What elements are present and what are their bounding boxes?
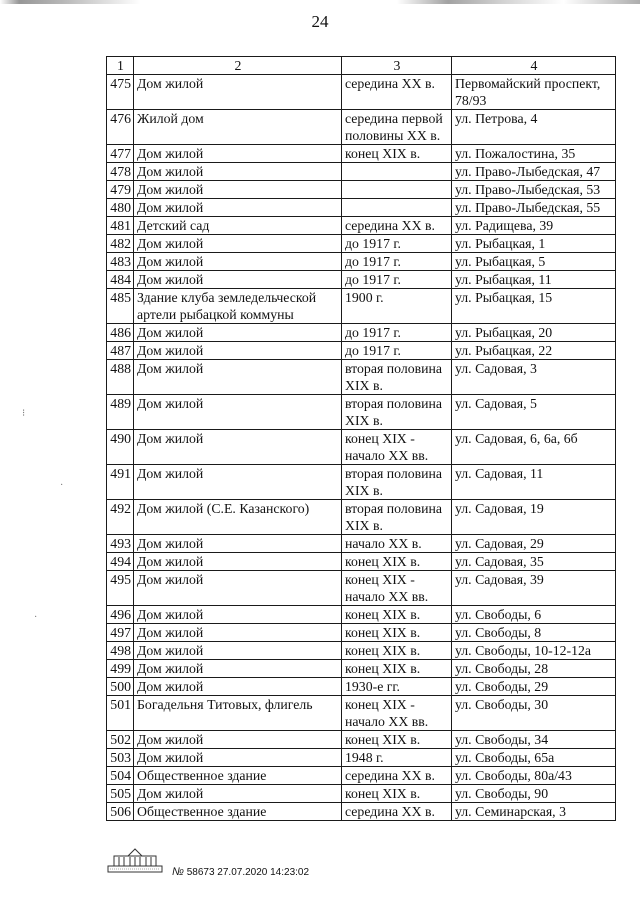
cell-address: ул. Свободы, 28 <box>452 660 616 678</box>
cell-object-name: Дом жилой <box>134 535 342 553</box>
cell-number: 487 <box>107 342 134 360</box>
table-row <box>107 289 616 324</box>
cell-object-name: Детский сад <box>134 217 342 235</box>
cell-date: начало XX в. <box>342 535 452 553</box>
cell-object-name: Дом жилой <box>134 731 342 749</box>
cell-date: до 1917 г. <box>342 324 452 342</box>
cell-date <box>342 181 452 199</box>
cell-number: 501 <box>107 696 134 731</box>
cell-number: 490 <box>107 430 134 465</box>
table-row <box>107 253 616 271</box>
cell-date: середина первой половины XX в. <box>342 110 452 145</box>
table-row <box>107 163 616 181</box>
cell-object-name: Дом жилой <box>134 253 342 271</box>
cell-object-name: Общественное здание <box>134 767 342 785</box>
cell-address: ул. Садовая, 39 <box>452 571 616 606</box>
cell-number: 494 <box>107 553 134 571</box>
cell-date: конец XIX в. <box>342 145 452 163</box>
cell-date: конец XIX в. <box>342 642 452 660</box>
table-row <box>107 465 616 500</box>
column-header-address: 4 <box>452 57 616 75</box>
cell-number: 481 <box>107 217 134 235</box>
cell-object-name: Дом жилой <box>134 360 342 395</box>
cell-address: ул. Рыбацкая, 1 <box>452 235 616 253</box>
cell-number: 480 <box>107 199 134 217</box>
cell-address: ул. Право-Лыбедская, 55 <box>452 199 616 217</box>
cell-address: ул. Садовая, 29 <box>452 535 616 553</box>
cell-object-name: Богадельня Титовых, флигель <box>134 696 342 731</box>
cell-object-name: Дом жилой <box>134 75 342 110</box>
table-row <box>107 731 616 749</box>
table-row <box>107 430 616 465</box>
table-row <box>107 360 616 395</box>
table-row <box>107 624 616 642</box>
cell-date <box>342 199 452 217</box>
cell-number: 498 <box>107 642 134 660</box>
table-row <box>107 553 616 571</box>
building-seal-icon <box>106 846 164 874</box>
table-row <box>107 199 616 217</box>
cell-object-name: Дом жилой <box>134 749 342 767</box>
table-header-row <box>107 57 616 75</box>
cell-address: ул. Рыбацкая, 15 <box>452 289 616 324</box>
cell-address: ул. Садовая, 11 <box>452 465 616 500</box>
cell-address: ул. Садовая, 35 <box>452 553 616 571</box>
cell-date: конец XIX в. <box>342 731 452 749</box>
cell-object-name: Дом жилой <box>134 678 342 696</box>
cell-number: 485 <box>107 289 134 324</box>
cell-address: ул. Рыбацкая, 5 <box>452 253 616 271</box>
table-row <box>107 785 616 803</box>
cell-object-name: Дом жилой <box>134 145 342 163</box>
cell-date: конец XIX в. <box>342 606 452 624</box>
cell-number: 493 <box>107 535 134 553</box>
cell-address: ул. Право-Лыбедская, 47 <box>452 163 616 181</box>
cell-date: середина XX в. <box>342 767 452 785</box>
table-row <box>107 660 616 678</box>
cell-number: 486 <box>107 324 134 342</box>
cell-number: 483 <box>107 253 134 271</box>
cell-number: 475 <box>107 75 134 110</box>
cell-address: ул. Семинарская, 3 <box>452 803 616 821</box>
cell-object-name: Дом жилой <box>134 606 342 624</box>
column-header-name: 2 <box>134 57 342 75</box>
cell-object-name: Дом жилой <box>134 163 342 181</box>
cell-object-name: Дом жилой <box>134 553 342 571</box>
table-row <box>107 235 616 253</box>
cell-address: ул. Радищева, 39 <box>452 217 616 235</box>
table-row <box>107 181 616 199</box>
cell-date: 1900 г. <box>342 289 452 324</box>
cell-object-name: Дом жилой <box>134 624 342 642</box>
cell-object-name: Дом жилой <box>134 199 342 217</box>
cell-object-name: Дом жилой <box>134 181 342 199</box>
table-row <box>107 678 616 696</box>
cell-date: конец XIX в. <box>342 660 452 678</box>
cell-object-name: Дом жилой <box>134 342 342 360</box>
cell-number: 479 <box>107 181 134 199</box>
cell-number: 482 <box>107 235 134 253</box>
cell-address: ул. Свободы, 6 <box>452 606 616 624</box>
table-row <box>107 271 616 289</box>
cell-date: вторая половина XIX в. <box>342 500 452 535</box>
cell-object-name: Дом жилой <box>134 430 342 465</box>
cell-number: 502 <box>107 731 134 749</box>
cell-address: ул. Свободы, 30 <box>452 696 616 731</box>
scan-edge-artifact <box>0 0 640 4</box>
cell-date: конец XIX - начало XX вв. <box>342 696 452 731</box>
cell-number: 491 <box>107 465 134 500</box>
table-row <box>107 500 616 535</box>
cell-date <box>342 163 452 181</box>
table-row <box>107 696 616 731</box>
cell-date: до 1917 г. <box>342 271 452 289</box>
cell-address: ул. Свободы, 65а <box>452 749 616 767</box>
table-row <box>107 342 616 360</box>
cell-address: ул. Свободы, 90 <box>452 785 616 803</box>
cell-number: 492 <box>107 500 134 535</box>
table-body <box>107 75 616 821</box>
number-sign: № <box>172 866 184 878</box>
cell-object-name: Дом жилой <box>134 395 342 430</box>
cell-date: середина XX в. <box>342 75 452 110</box>
cell-object-name: Дом жилой <box>134 465 342 500</box>
table-row <box>107 145 616 163</box>
table-row <box>107 535 616 553</box>
cell-address: ул. Свободы, 80а/43 <box>452 767 616 785</box>
column-header-number: 1 <box>107 57 134 75</box>
table-row <box>107 217 616 235</box>
cell-address: ул. Садовая, 6, 6а, 6б <box>452 430 616 465</box>
cell-address: ул. Свободы, 10-12-12а <box>452 642 616 660</box>
cell-object-name: Общественное здание <box>134 803 342 821</box>
cell-address: ул. Петрова, 4 <box>452 110 616 145</box>
margin-scan-mark: ⁝ <box>22 408 26 419</box>
cell-object-name: Дом жилой <box>134 571 342 606</box>
cell-object-name: Дом жилой <box>134 235 342 253</box>
cell-number: 489 <box>107 395 134 430</box>
table-row <box>107 571 616 606</box>
cell-object-name: Дом жилой <box>134 785 342 803</box>
cell-date: конец XIX - начало XX вв. <box>342 430 452 465</box>
cell-number: 477 <box>107 145 134 163</box>
cell-date: 1930-е гг. <box>342 678 452 696</box>
cell-address: ул. Пожалостина, 35 <box>452 145 616 163</box>
cell-address: ул. Право-Лыбедская, 53 <box>452 181 616 199</box>
table-row <box>107 606 616 624</box>
cell-object-name: Дом жилой (С.Е. Казанского) <box>134 500 342 535</box>
cell-address: ул. Рыбацкая, 11 <box>452 271 616 289</box>
cell-date: конец XIX в. <box>342 624 452 642</box>
cell-object-name: Дом жилой <box>134 324 342 342</box>
table-row <box>107 803 616 821</box>
table-row <box>107 767 616 785</box>
cell-date: 1948 г. <box>342 749 452 767</box>
cell-date: до 1917 г. <box>342 342 452 360</box>
cell-object-name: Здание клуба земледельческой артели рыбацкой коммуны <box>134 289 342 324</box>
cell-address: ул. Садовая, 19 <box>452 500 616 535</box>
cell-address: ул. Рыбацкая, 20 <box>452 324 616 342</box>
cell-date: конец XIX - начало XX вв. <box>342 571 452 606</box>
cell-address: ул. Свободы, 29 <box>452 678 616 696</box>
table-row <box>107 75 616 110</box>
document-registration-stamp <box>172 866 309 878</box>
cell-number: 495 <box>107 571 134 606</box>
cell-address: ул. Садовая, 5 <box>452 395 616 430</box>
cell-number: 505 <box>107 785 134 803</box>
cell-number: 500 <box>107 678 134 696</box>
cell-object-name: Дом жилой <box>134 271 342 289</box>
cell-number: 506 <box>107 803 134 821</box>
registration-text: 58673 27.07.2020 14:23:02 <box>186 867 310 878</box>
cell-object-name: Дом жилой <box>134 642 342 660</box>
cell-date: середина XX в. <box>342 803 452 821</box>
margin-scan-mark: · <box>34 612 38 623</box>
cell-date: вторая половина XIX в. <box>342 465 452 500</box>
table-row <box>107 395 616 430</box>
cell-number: 504 <box>107 767 134 785</box>
monuments-table <box>106 56 616 821</box>
cell-number: 503 <box>107 749 134 767</box>
table-row <box>107 749 616 767</box>
cell-date: вторая половина XIX в. <box>342 360 452 395</box>
cell-address: ул. Рыбацкая, 22 <box>452 342 616 360</box>
cell-number: 499 <box>107 660 134 678</box>
margin-scan-mark: · <box>60 480 64 491</box>
cell-date: конец XIX в. <box>342 785 452 803</box>
cell-address: Первомайский проспект, 78/93 <box>452 75 616 110</box>
cell-number: 484 <box>107 271 134 289</box>
cell-address: ул. Садовая, 3 <box>452 360 616 395</box>
table-row <box>107 324 616 342</box>
cell-number: 476 <box>107 110 134 145</box>
table-row <box>107 642 616 660</box>
cell-number: 496 <box>107 606 134 624</box>
cell-object-name: Жилой дом <box>134 110 342 145</box>
cell-date: конец XIX в. <box>342 553 452 571</box>
cell-date: вторая половина XIX в. <box>342 395 452 430</box>
cell-address: ул. Свободы, 34 <box>452 731 616 749</box>
cell-address: ул. Свободы, 8 <box>452 624 616 642</box>
table-row <box>107 110 616 145</box>
document-footer <box>106 846 426 886</box>
cell-date: середина XX в. <box>342 217 452 235</box>
cell-object-name: Дом жилой <box>134 660 342 678</box>
cell-number: 478 <box>107 163 134 181</box>
cell-number: 488 <box>107 360 134 395</box>
page-number: 24 <box>311 12 329 31</box>
cell-date: до 1917 г. <box>342 253 452 271</box>
column-header-date: 3 <box>342 57 452 75</box>
cell-number: 497 <box>107 624 134 642</box>
cell-date: до 1917 г. <box>342 235 452 253</box>
